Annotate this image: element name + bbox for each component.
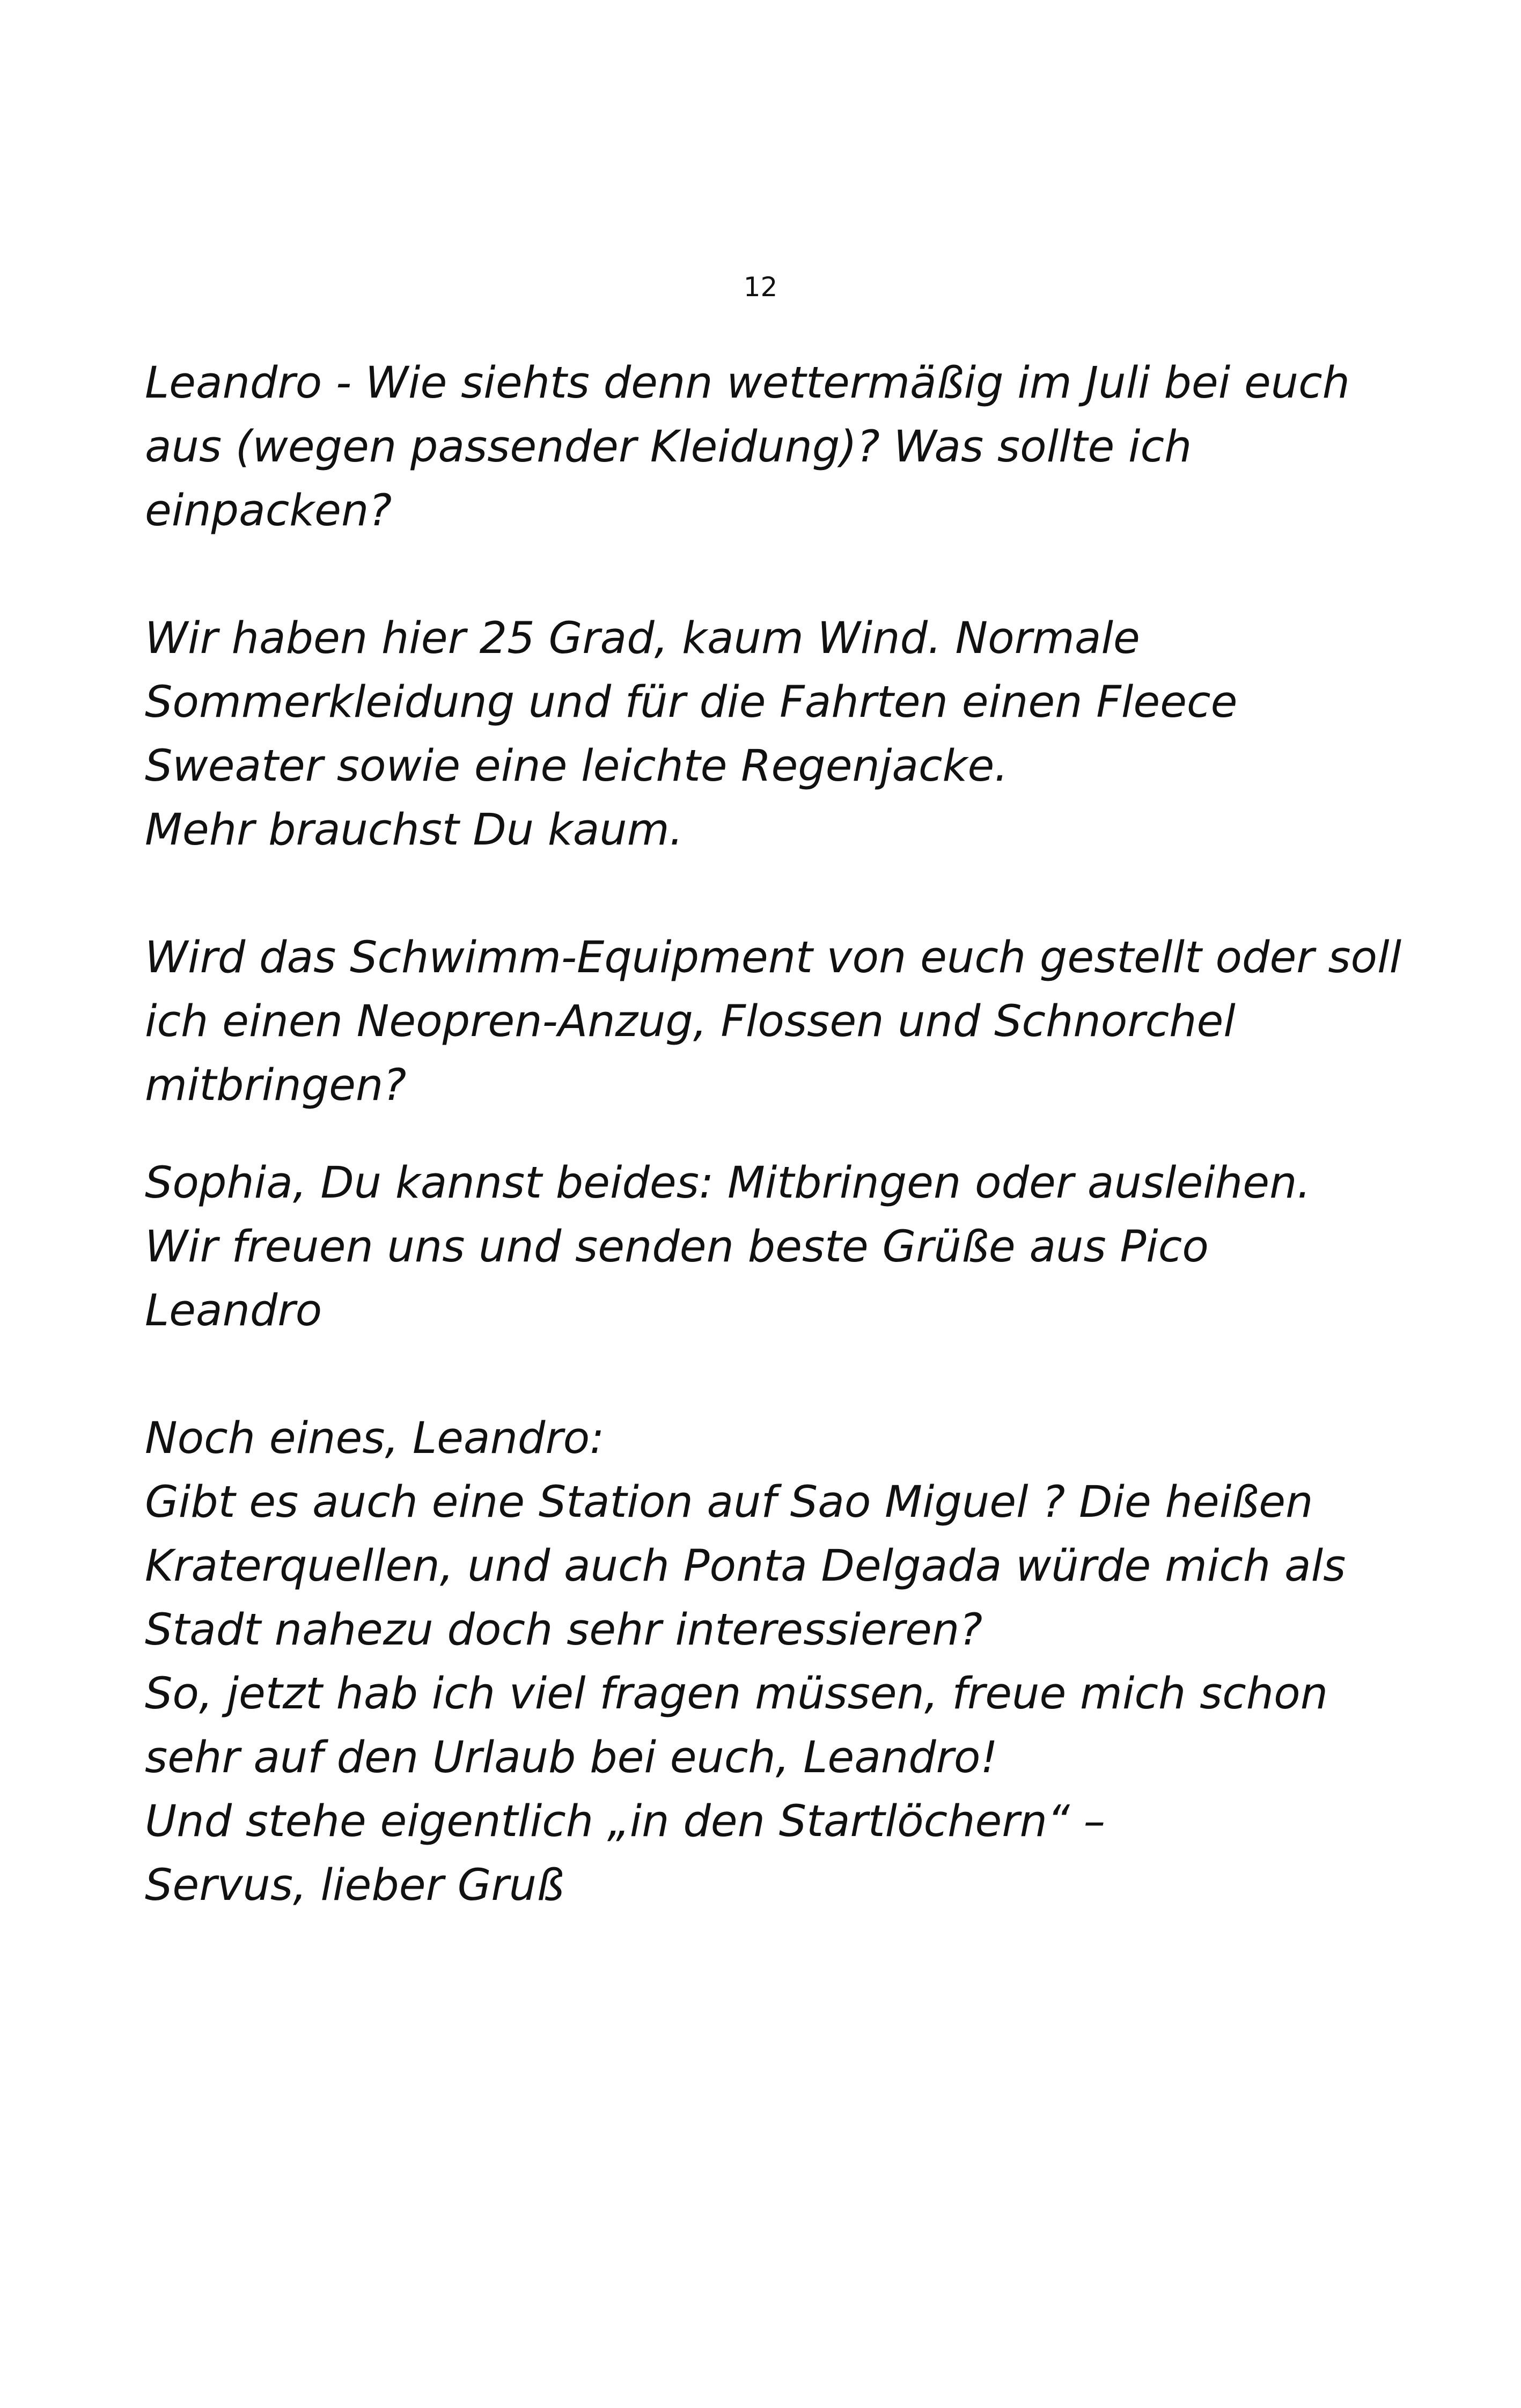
text-line: Stadt nahezu doch sehr interessieren? bbox=[145, 1605, 983, 1655]
paragraph-answer-equipment bbox=[145, 1151, 1411, 1343]
text-line: mitbringen? bbox=[145, 1060, 407, 1111]
paragraph-question-weather bbox=[145, 351, 1411, 543]
text-line: sehr auf den Urlaub bei euch, Leandro! bbox=[145, 1732, 998, 1783]
paragraph-spacer bbox=[145, 543, 1411, 607]
text-line: Wir freuen uns und senden beste Grüße aus Pico bbox=[145, 1222, 1209, 1272]
paragraph-answer-weather bbox=[145, 607, 1411, 862]
paragraph-spacer bbox=[145, 1118, 1411, 1151]
text-line: Und stehe eigentlich „in den Startlöchern“ – bbox=[145, 1796, 1106, 1847]
text-line: Noch eines, Leandro: bbox=[145, 1413, 605, 1464]
text-line: Servus, lieber Gruß bbox=[145, 1860, 564, 1911]
paragraph-spacer bbox=[145, 1343, 1411, 1407]
text-line: Sweater sowie eine leichte Regenjacke. bbox=[145, 741, 1009, 791]
text-line: Leandro bbox=[145, 1286, 322, 1336]
text-line: Sophia, Du kannst beides: Mitbringen oder ausleihen. bbox=[145, 1158, 1311, 1208]
text-line: Gibt es auch eine Station auf Sao Miguel ? Die heißen bbox=[145, 1477, 1313, 1528]
text-line: einpacken? bbox=[145, 486, 392, 536]
paragraph-question-equipment bbox=[145, 926, 1411, 1118]
text-line: So, jetzt hab ich viel fragen müssen, freue mich schon bbox=[145, 1669, 1328, 1719]
letter-body bbox=[145, 351, 1411, 1918]
text-line: aus (wegen passender Kleidung)? Was sollte ich bbox=[145, 422, 1192, 472]
text-line: Wird das Schwimm-Equipment von euch gestellt oder soll bbox=[145, 933, 1402, 983]
text-line: Wir haben hier 25 Grad, kaum Wind. Normale bbox=[145, 613, 1140, 664]
text-line: Sommerkleidung und für die Fahrten einen Fleece bbox=[145, 677, 1238, 728]
text-line: Leandro - Wie siehts denn wettermäßig im Juli bei euch bbox=[145, 358, 1350, 408]
text-line: ich einen Neopren-Anzug, Flossen und Schnorchel bbox=[145, 996, 1236, 1047]
paragraph-question-sao-miguel bbox=[145, 1407, 1411, 1918]
paragraph-spacer bbox=[145, 862, 1411, 926]
text-line: Kraterquellen, und auch Ponta Delgada würde mich als bbox=[145, 1541, 1346, 1591]
text-line: Mehr brauchst Du kaum. bbox=[145, 805, 684, 855]
page-number: 12 bbox=[743, 271, 778, 303]
